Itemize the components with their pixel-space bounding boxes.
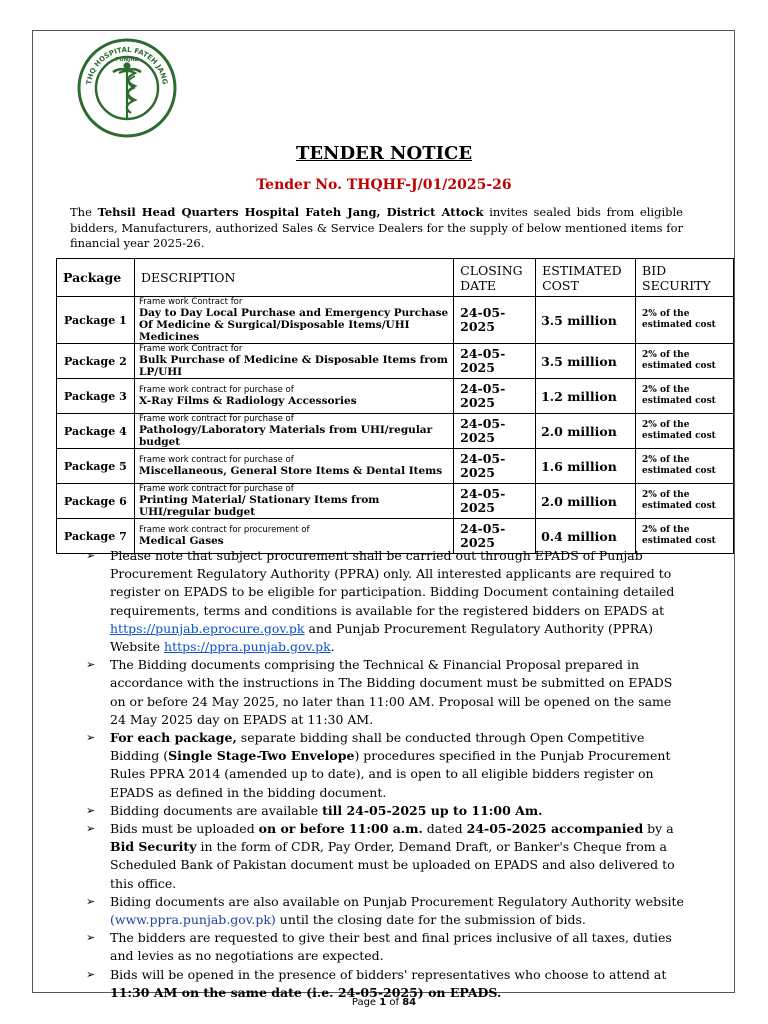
- tender-table: [56, 258, 734, 554]
- arrow-bullet-icon: ➢: [86, 967, 96, 981]
- package-cell: Package 4: [57, 414, 135, 449]
- arrow-bullet-icon: ➢: [86, 931, 96, 945]
- table-row: [57, 344, 734, 379]
- description-cell: Frame work contract for purchase of Pathology/Laboratory Materials from UHI/regular budget: [134, 414, 453, 449]
- table-row: [57, 297, 734, 344]
- list-item: ➢ Biding documents are also available on Punjab Procurement Regulatory Authority website (www.ppra.punjab.gov.pk) until the closing date for the submission of bids.: [86, 893, 684, 928]
- list-item: ➢ The Bidding documents comprising the Technical & Financial Proposal prepared in accordance with the instructions in The Bidding document must be submitted on EPADS on or before 24 May 2025, no later than 11:00 AM. Proposal will be opened on the same 24 May 2025 day on EPADS at 11:30 AM.: [86, 657, 673, 727]
- estimated-cost-cell: 3.5 million: [536, 297, 636, 344]
- ppra-website-text: (www.ppra.punjab.gov.pk): [110, 912, 276, 928]
- list-item: ➢ Bidding documents are available till 24-05-2025 up to 11:00 Am.: [86, 802, 686, 820]
- header-bid-security: BID SECURITY: [636, 259, 734, 297]
- arrow-bullet-icon: ➢: [86, 894, 96, 908]
- package-cell: Package 7: [57, 519, 135, 554]
- table-header-row: [57, 259, 734, 297]
- description-cell: Frame work Contract for Bulk Purchase of Medicine & Disposable Items from LP/UHI: [134, 344, 453, 379]
- intro-paragraph: The Tehsil Head Quarters Hospital Fateh Jang, District Attock invites sealed bids from eligible bidders, Manufacturers, authorized Sales & Service Dealers for the supply of below mentioned items for financial year 2025-26.: [70, 205, 683, 250]
- bid-security-cell: 2% of the estimated cost: [636, 379, 734, 414]
- table-row: [57, 379, 734, 414]
- arrow-bullet-icon: ➢: [86, 658, 96, 672]
- estimated-cost-cell: 0.4 million: [536, 519, 636, 554]
- estimated-cost-cell: 2.0 million: [536, 484, 636, 519]
- bid-security-cell: 2% of the estimated cost: [636, 449, 734, 484]
- estimated-cost-cell: 1.2 million: [536, 379, 636, 414]
- description-cell: Frame work contract for procurement of Medical Gases: [134, 519, 453, 554]
- list-item: ➢ Bids will be opened in the presence of bidders' representatives who choose to attend at 11:30 AM on the same date (i.e. 24-05-2025) on EPADS.: [86, 966, 667, 1000]
- notice-bullet-list: [86, 547, 686, 1002]
- description-cell: Frame work contract for purchase of Miscellaneous, General Store Items & Dental Items: [134, 449, 453, 484]
- estimated-cost-cell: 2.0 million: [536, 414, 636, 449]
- header-estimated-cost: ESTIMATED COST: [536, 259, 636, 297]
- table-row: [57, 449, 734, 484]
- bid-security-cell: 2% of the estimated cost: [636, 484, 734, 519]
- logo-sub-text: PUNJAB: [115, 57, 139, 63]
- estimated-cost-cell: 3.5 million: [536, 344, 636, 379]
- header-package: Package: [57, 259, 135, 297]
- closing-date-cell: 24-05-2025: [454, 449, 536, 484]
- logo-ring-text: THQ HOSPITAL FATEH JANG: [85, 45, 169, 86]
- closing-date-cell: 24-05-2025: [454, 297, 536, 344]
- description-cell: Frame work contract for purchase of Printing Material/ Stationary Items from UHI/regular budget: [134, 484, 453, 519]
- description-cell: Frame work contract for purchase of X-Ray Films & Radiology Accessories: [134, 379, 453, 414]
- closing-date-cell: 24-05-2025: [454, 379, 536, 414]
- list-item: ➢ For each package, separate bidding shall be conducted through Open Competitive Bidding (Single Stage-Two Envelope) procedures specified in the Punjab Procurement Rules PPRA 2014 (amended up to date), and is open to all eligible bidders register on EPADS as defined in the bidding document.: [86, 730, 671, 800]
- list-item: ➢ The bidders are requested to give their best and final prices inclusive of all taxes, duties and levies as no negotiations are expected.: [86, 930, 672, 964]
- closing-date-cell: 24-05-2025: [454, 344, 536, 379]
- page-title: TENDER NOTICE: [295, 143, 473, 164]
- estimated-cost-cell: 1.6 million: [536, 449, 636, 484]
- header-description: DESCRIPTION: [134, 259, 453, 297]
- header-closing-date: CLOSING DATE: [454, 259, 536, 297]
- package-cell: Package 1: [57, 297, 135, 344]
- bid-security-cell: 2% of the estimated cost: [636, 297, 734, 344]
- package-cell: Package 2: [57, 344, 135, 379]
- epads-link[interactable]: https://punjab.eprocure.gov.pk: [110, 620, 305, 636]
- arrow-bullet-icon: ➢: [86, 822, 96, 836]
- caduceus-icon: [113, 64, 141, 119]
- closing-date-cell: 24-05-2025: [454, 484, 536, 519]
- organization-name: Tehsil Head Quarters Hospital Fateh Jang, District Attock: [97, 205, 484, 219]
- package-cell: Package 3: [57, 379, 135, 414]
- package-cell: Package 5: [57, 449, 135, 484]
- arrow-bullet-icon: ➢: [86, 549, 96, 562]
- hospital-logo: [77, 38, 177, 138]
- bid-security-cell: 2% of the estimated cost: [636, 344, 734, 379]
- package-cell: Package 6: [57, 484, 135, 519]
- closing-date-cell: 24-05-2025: [454, 414, 536, 449]
- tender-number: Tender No. THQHF-J/01/2025-26: [256, 177, 512, 193]
- ppra-link[interactable]: https://ppra.punjab.gov.pk: [164, 639, 331, 655]
- arrow-bullet-icon: ➢: [86, 731, 96, 745]
- table-row: [57, 484, 734, 519]
- list-item: ➢ Please note that subject procurement shall be carried out through EPADS of Punjab Procurement Regulatory Authority (PPRA) only. All interested applicants are required to register on EPADS to be eligible for participation. Bidding Document containing detailed requirements, terms and conditions is available for the registered bidders on EPADS at https://punjab.eprocure.gov.pk and Punjab Procurement Regulatory Authority (PPRA) Website https://ppra.punjab.gov.pk.: [86, 548, 675, 655]
- page-footer: Page 1 of 84: [351, 997, 417, 1008]
- description-cell: Frame work Contract for Day to Day Local Purchase and Emergency Purchase Of Medicine & Surgical/Disposable Items/UHI Medicines: [134, 297, 453, 344]
- arrow-bullet-icon: ➢: [86, 803, 96, 817]
- list-item: ➢ Bids must be uploaded on or before 11:00 a.m. dated 24-05-2025 accompanied by a Bid Security in the form of CDR, Pay Order, Demand Draft, or Banker's Cheque from a Scheduled Bank of Pakistan document must be uploaded on EPADS and also delivered to this office.: [86, 821, 675, 891]
- closing-date-cell: 24-05-2025: [454, 519, 536, 554]
- table-row: [57, 414, 734, 449]
- bid-security-cell: 2% of the estimated cost: [636, 519, 734, 554]
- bid-security-cell: 2% of the estimated cost: [636, 414, 734, 449]
